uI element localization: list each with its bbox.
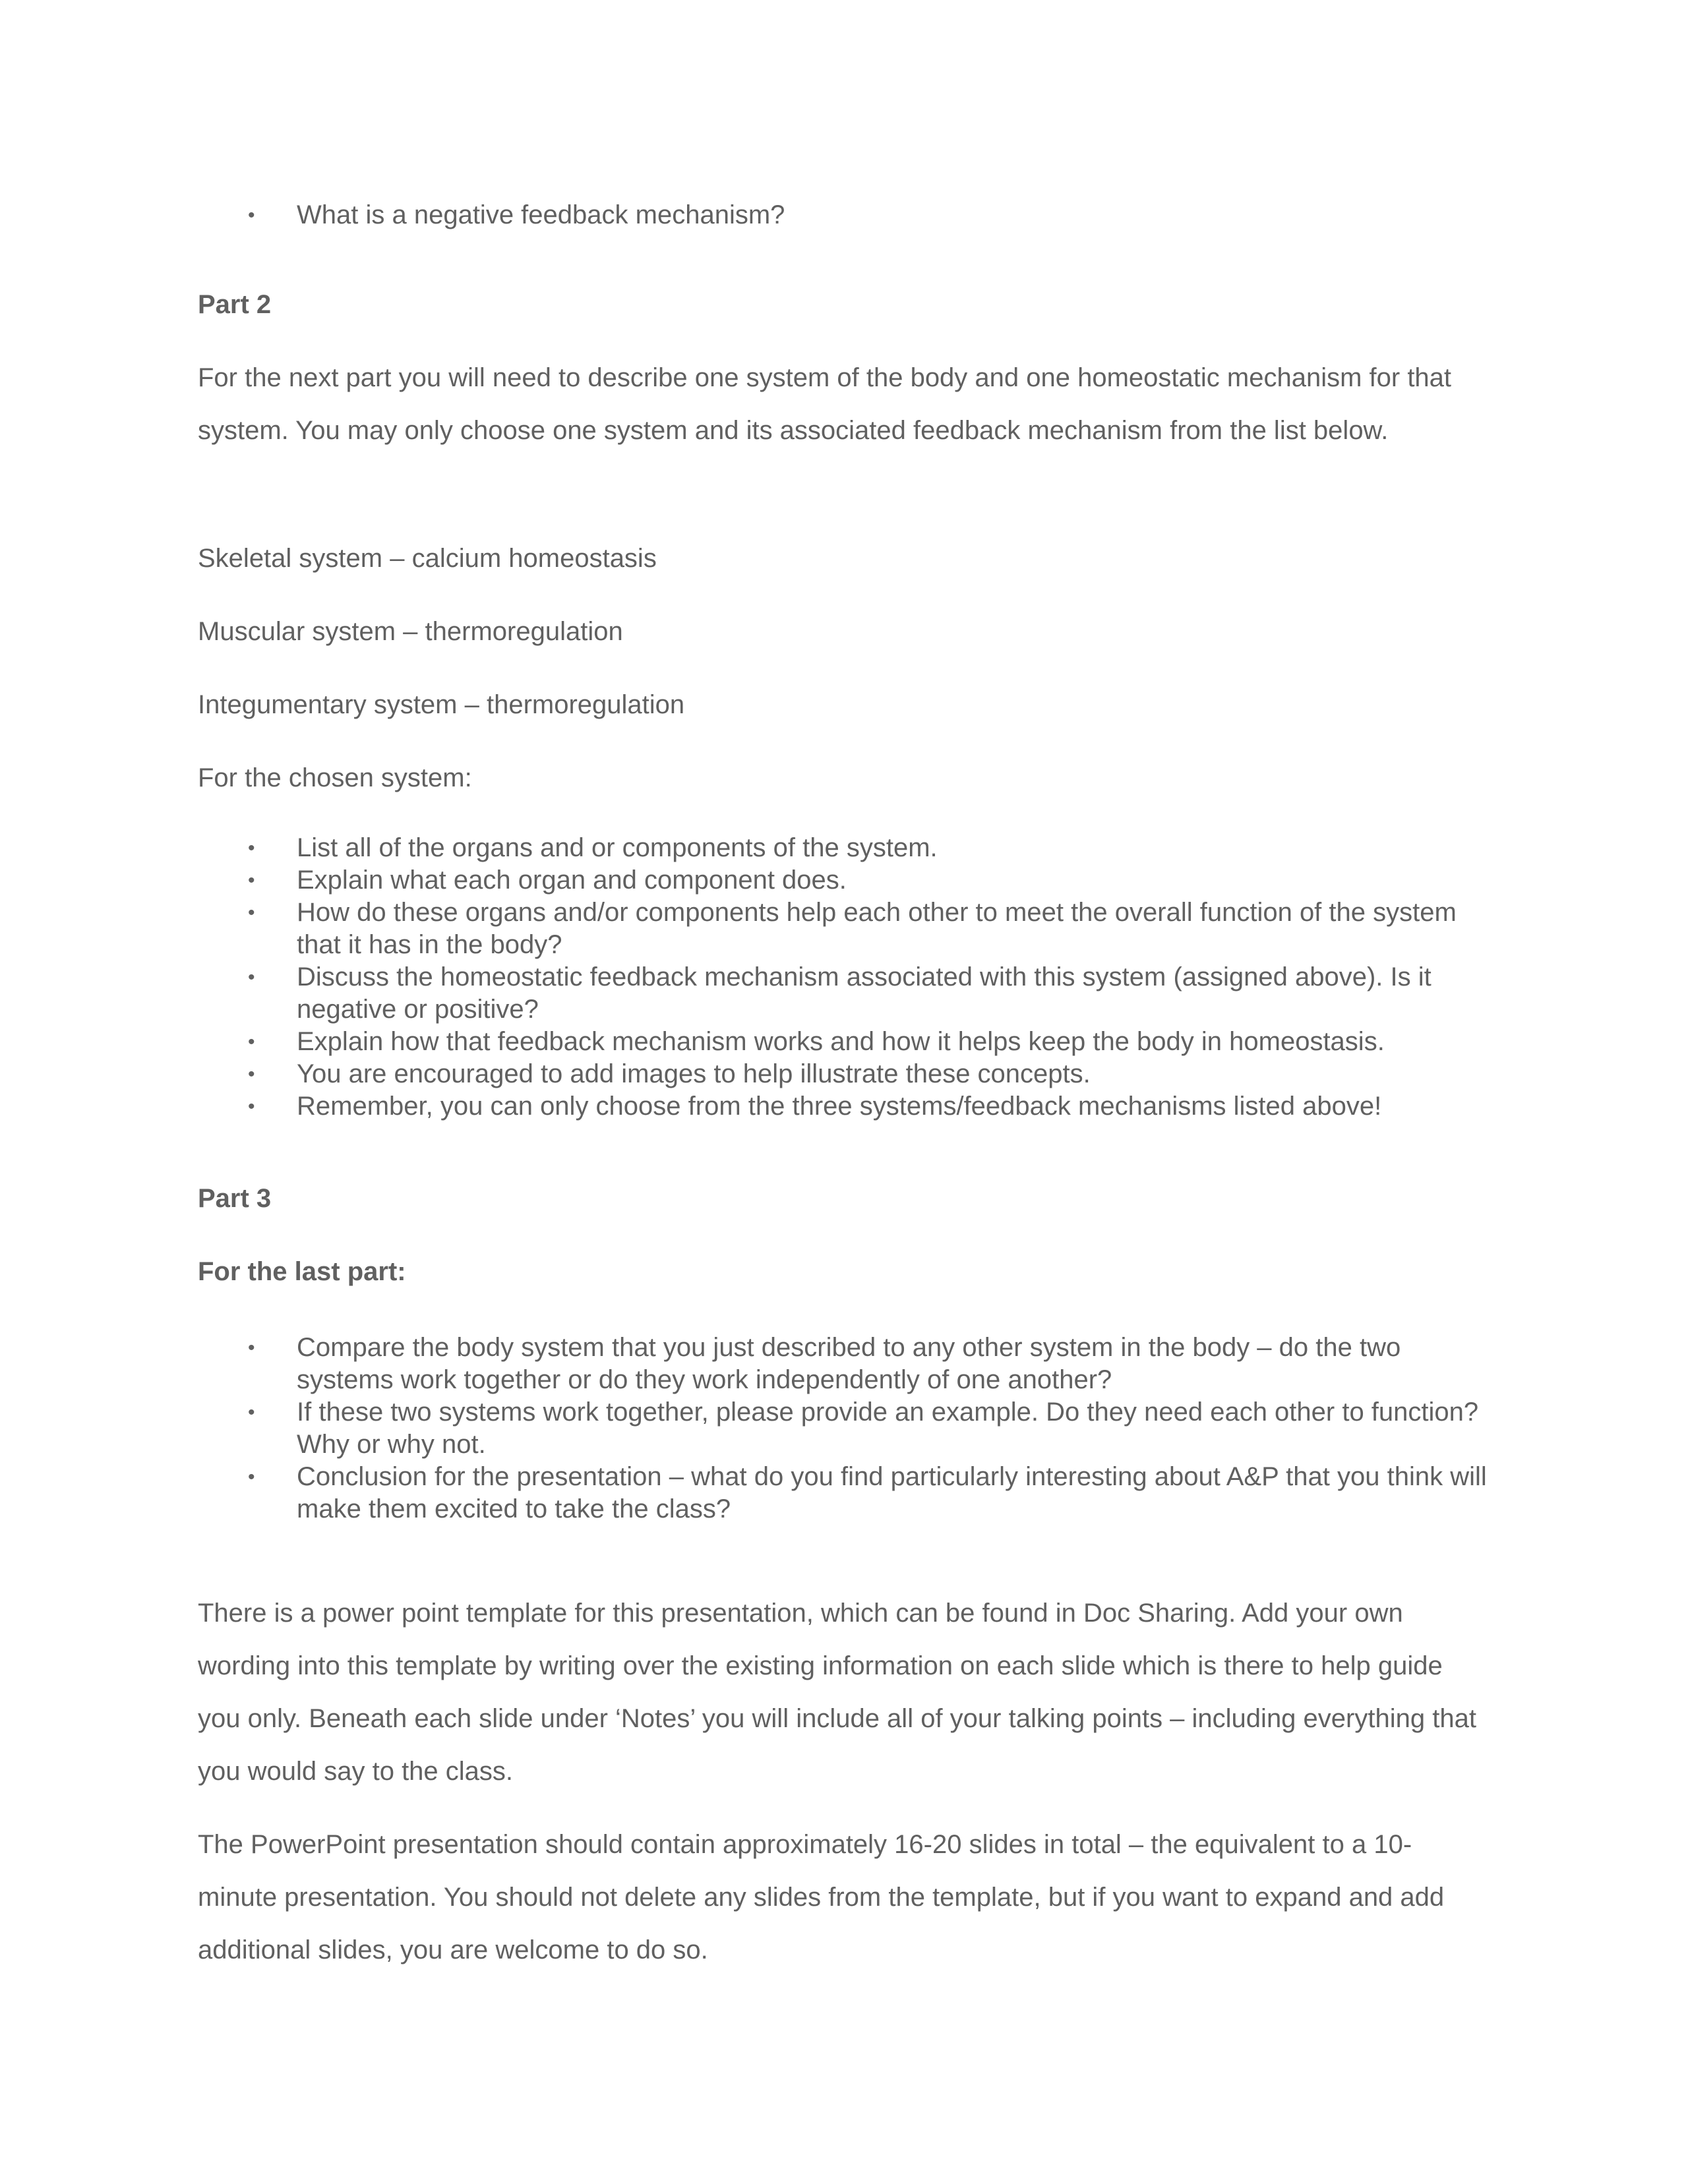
list-item xyxy=(198,1026,1490,1058)
bullet-icon: • xyxy=(248,1337,255,1359)
list-item xyxy=(198,1090,1490,1123)
list-item xyxy=(198,1332,1490,1396)
list-item-text: You are encouraged to add images to help illustrate these concepts. xyxy=(297,1059,1091,1088)
list-item xyxy=(198,864,1490,897)
slides-paragraph: The PowerPoint presentation should contain approximately 16-20 slides in total – the equivalent to a 10-minute presentation. You should not delete any slides from the template, but if you want to expand and add additional slides, you are welcome to do so. xyxy=(198,1830,1445,1964)
part2-intro: For the next part you will need to describe one system of the body and one homeostatic mechanism for that system. You may only choose one system and its associated feedback mechanism from the list below. xyxy=(198,363,1452,445)
list-item-text: Discuss the homeostatic feedback mechanism associated with this system (assigned above). Is it negative or positive? xyxy=(297,962,1432,1024)
bullet-icon: • xyxy=(248,902,255,924)
list-item-text: Remember, you can only choose from the three systems/feedback mechanisms listed above! xyxy=(297,1092,1382,1121)
list-item-text: Explain what each organ and component does. xyxy=(297,866,847,895)
bullet-icon: • xyxy=(248,1096,255,1117)
part2-bullet-list xyxy=(198,832,1490,1123)
bullet-icon: • xyxy=(248,1402,255,1423)
part3-subheading: For the last part: xyxy=(198,1257,406,1286)
option-skeletal: Skeletal system – calcium homeostasis xyxy=(198,544,657,573)
list-item-text: Explain how that feedback mechanism works and how it helps keep the body in homeostasis. xyxy=(297,1027,1385,1056)
list-item-text: Compare the body system that you just described to any other system in the body – do the two systems work together or do they work independently of one another? xyxy=(297,1333,1401,1394)
option-integumentary: Integumentary system – thermoregulation xyxy=(198,690,685,719)
bullet-icon: • xyxy=(248,1466,255,1488)
part2-heading: Part 2 xyxy=(198,290,272,319)
bullet-icon: • xyxy=(248,966,255,988)
bullet-icon: • xyxy=(248,837,255,859)
bullet-icon: • xyxy=(248,204,255,226)
list-item xyxy=(198,1461,1490,1525)
list-item-text: Conclusion for the presentation – what do you find particularly interesting about A&P that you think will make them excited to take the class? xyxy=(297,1462,1487,1523)
list-item xyxy=(198,897,1490,961)
list-item-text: List all of the organs and or components of the system. xyxy=(297,833,938,862)
list-item xyxy=(198,1058,1490,1090)
bullet-icon: • xyxy=(248,1063,255,1085)
list-item xyxy=(198,961,1490,1026)
top-bullet-list xyxy=(198,199,1490,231)
list-item xyxy=(198,832,1490,864)
list-item xyxy=(198,199,1490,231)
list-item-text: How do these organs and/or components help each other to meet the overall function of the system that it has in the body? xyxy=(297,898,1457,959)
list-item xyxy=(198,1396,1490,1461)
option-muscular: Muscular system – thermoregulation xyxy=(198,617,623,646)
part3-bullet-list xyxy=(198,1332,1490,1525)
bullet-icon: • xyxy=(248,870,255,891)
bullet-icon: • xyxy=(248,1031,255,1053)
part3-heading: Part 3 xyxy=(198,1184,272,1213)
template-paragraph: There is a power point template for this presentation, which can be found in Doc Sharing. Add your own wording into this template by writing over the existing information on each slide which is there to help guide you only. Beneath each slide under ‘Notes’ you will include all of your talking points – including everything that you would say to the class. xyxy=(198,1599,1476,1786)
list-item-text: What is a negative feedback mechanism? xyxy=(297,200,785,229)
list-item-text: If these two systems work together, please provide an example. Do they need each other to function? Why or why not. xyxy=(297,1398,1479,1459)
chosen-system-lead: For the chosen system: xyxy=(198,763,472,792)
